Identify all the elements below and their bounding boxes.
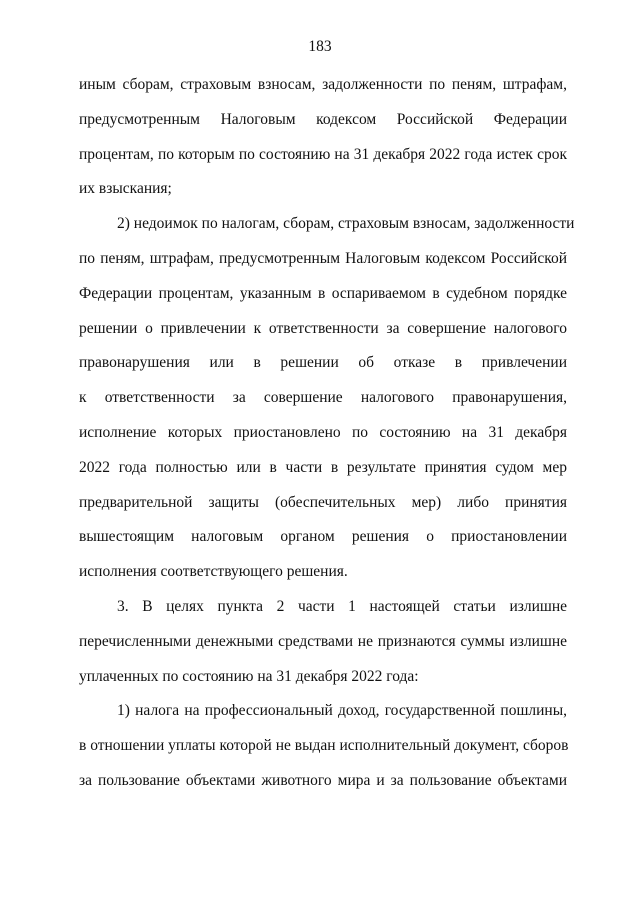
- text-line: к ответственности за совершение налогового правонарушения,: [79, 389, 567, 407]
- page-number: 183: [308, 38, 332, 55]
- text-line: предварительной защиты (обеспечительных мер) либо принятия: [79, 493, 567, 511]
- text-line: в отношении уплаты которой не выдан исполнительный документ, сборов: [79, 737, 569, 755]
- text-line: исполнения соответствующего решения.: [79, 563, 348, 581]
- text-line: исполнение которых приостановлено по состоянию на 31 декабря: [79, 423, 567, 441]
- text-line: 3. В целях пункта 2 части 1 настоящей статьи излишне: [117, 597, 567, 615]
- text-line: уплаченных по состоянию на 31 декабря 2022 года:: [79, 667, 419, 685]
- text-line: вышестоящим налоговым органом решения о приостановлении: [79, 528, 567, 546]
- text-line: предусмотренным Налоговым кодексом Российской Федерации: [79, 110, 567, 128]
- text-line: перечисленными денежными средствами не признаются суммы излишне: [79, 632, 567, 650]
- text-line: решении о привлечении к ответственности за совершение налогового: [79, 319, 567, 337]
- text-line: по пеням, штрафам, предусмотренным Налоговым кодексом Российской: [79, 249, 567, 267]
- text-line: 1) налога на профессиональный доход, государственной пошлины,: [117, 702, 567, 720]
- text-line: процентам, по которым по состоянию на 31 декабря 2022 года истек срок: [79, 145, 567, 163]
- text-line: иным сборам, страховым взносам, задолженности по пеням, штрафам,: [79, 76, 567, 93]
- text-line: правонарушения или в решении об отказе в привлечении: [79, 354, 567, 372]
- text-line: за пользование объектами животного мира и за пользование объектами: [79, 771, 567, 789]
- document-body: [79, 68, 575, 799]
- text-line: их взыскания;: [79, 180, 172, 198]
- text-line: Федерации процентам, указанным в оспариваемом в судебном порядке: [79, 284, 567, 302]
- text-line: 2) недоимок по налогам, сборам, страховым взносам, задолженности: [117, 215, 575, 233]
- text-line: 2022 года полностью или в части в результате принятия судом мер: [79, 458, 567, 476]
